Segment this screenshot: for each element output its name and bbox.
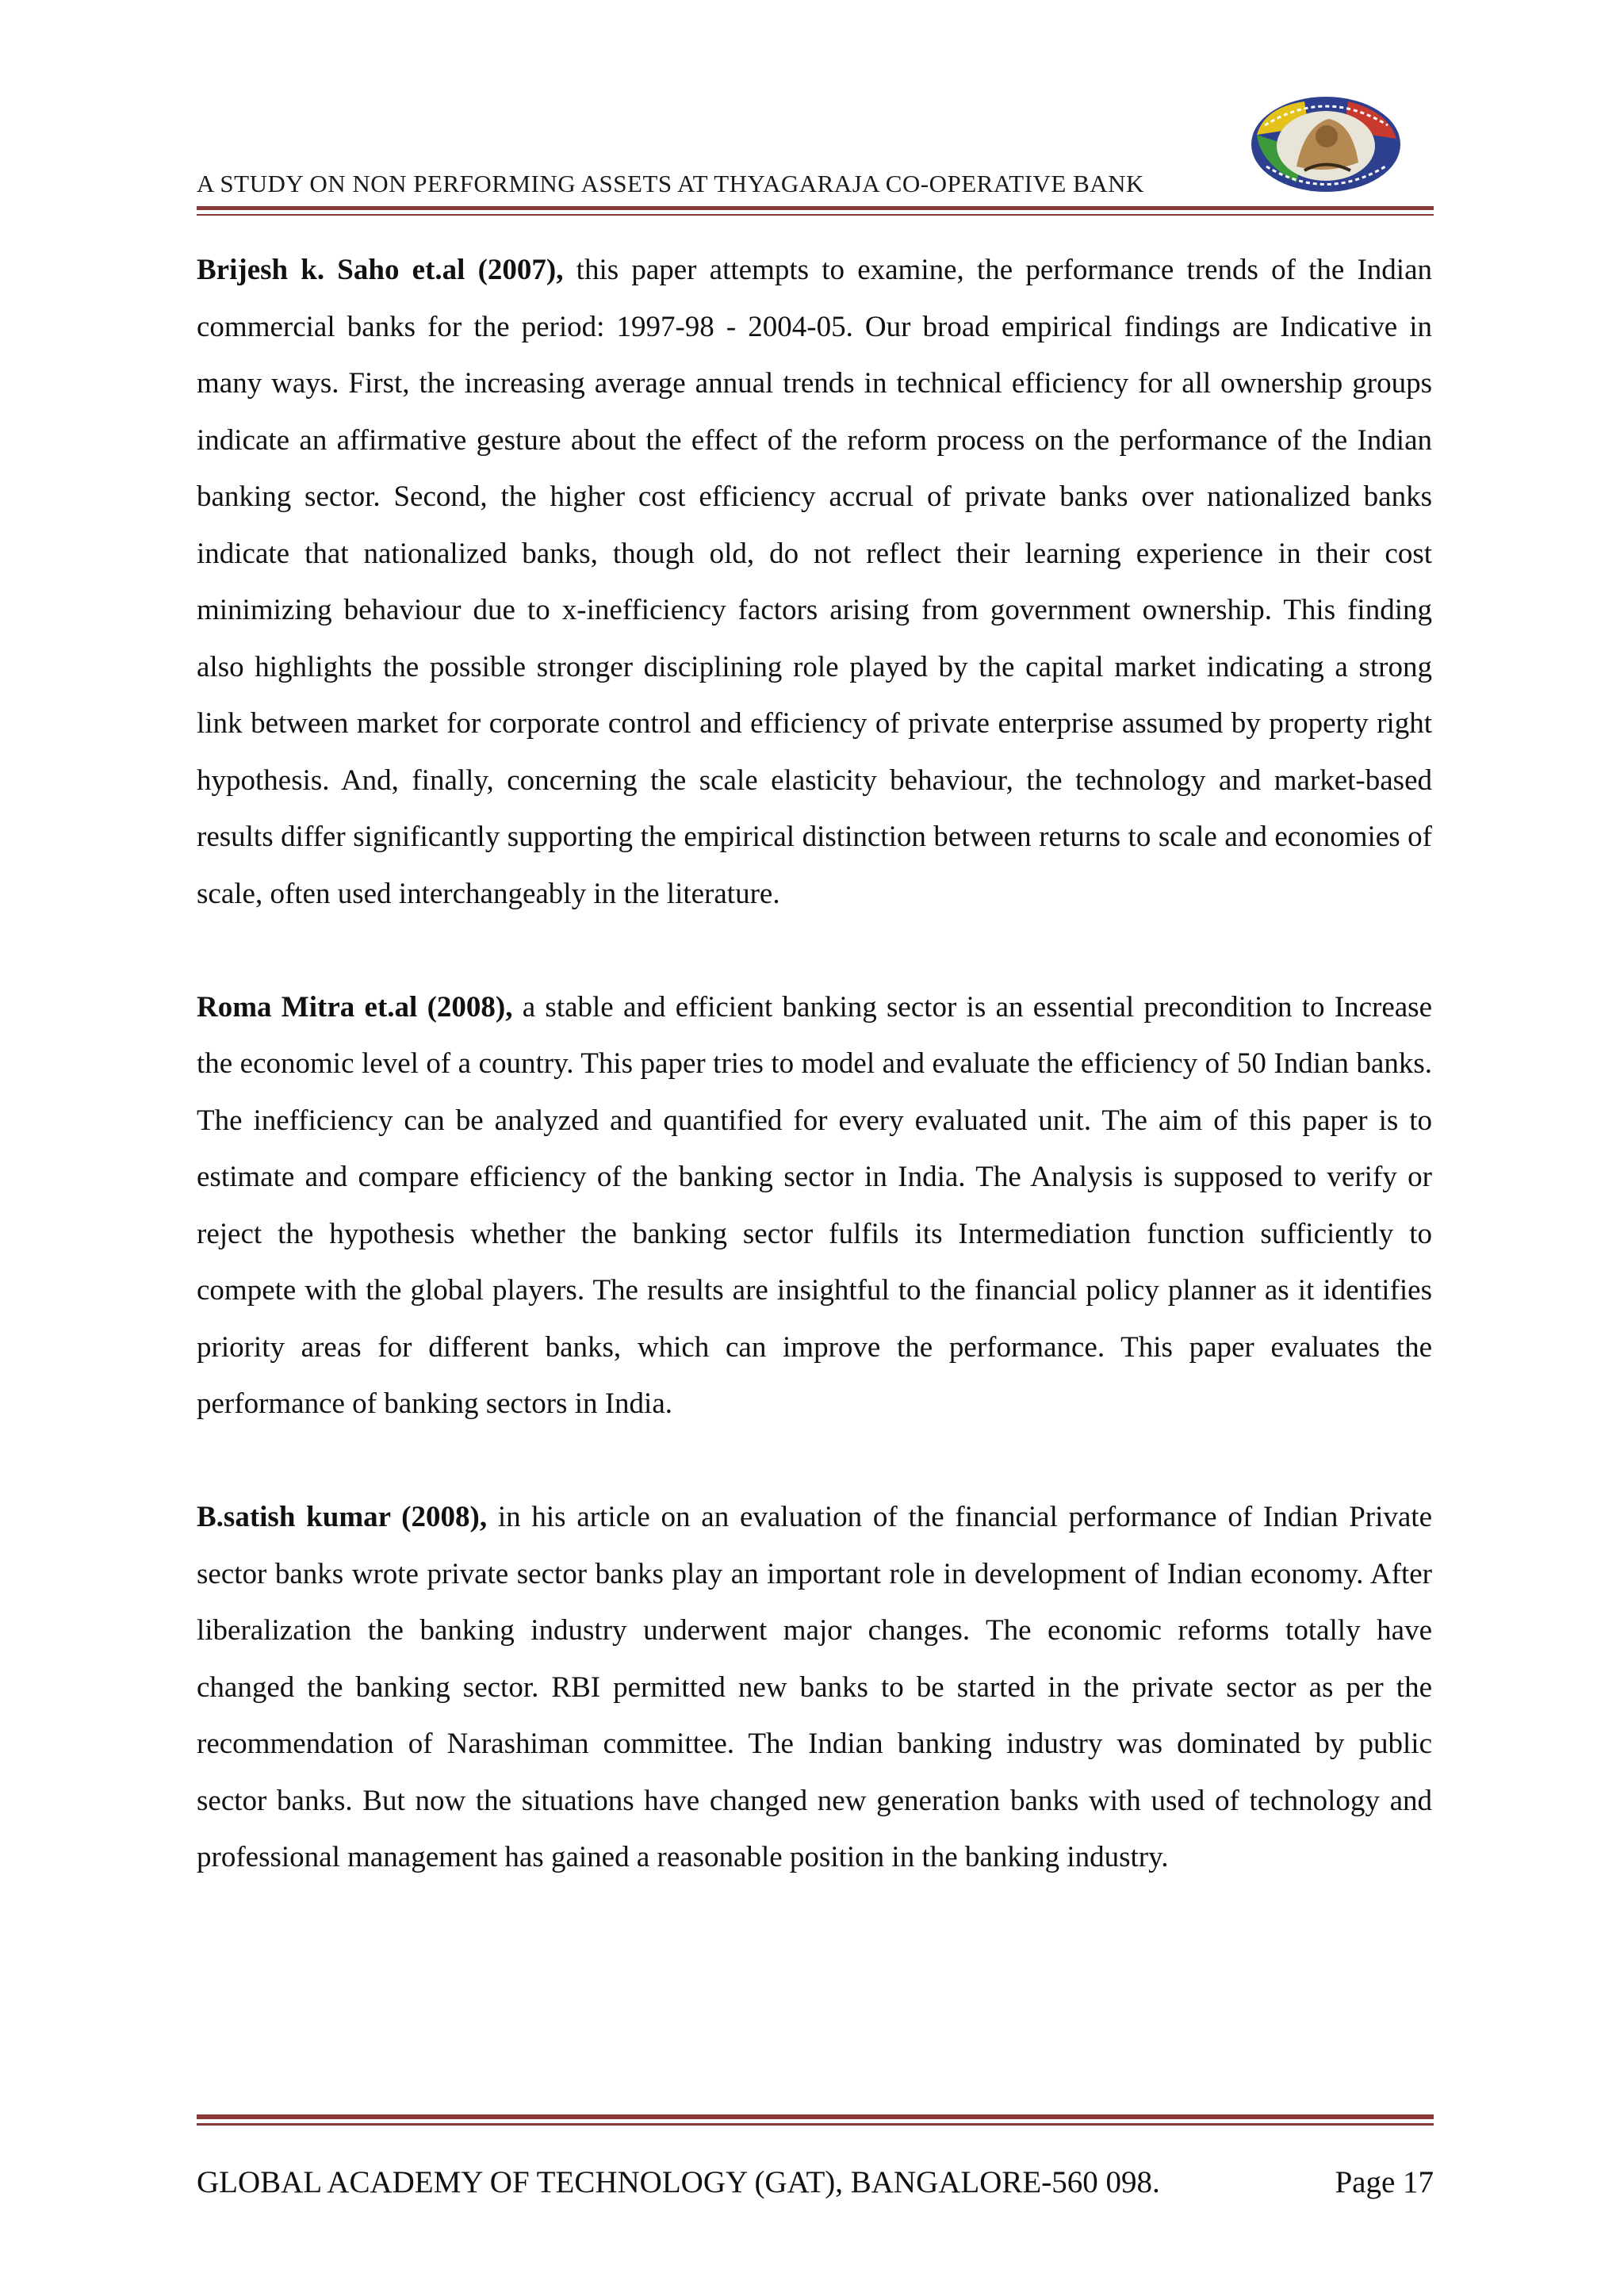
page-number: Page 17	[1335, 2165, 1434, 2199]
footer-rule	[197, 2114, 1434, 2126]
paragraph-author: B.satish kumar (2008),	[197, 1501, 488, 1533]
literature-paragraph	[197, 1489, 1432, 1886]
paragraph-text: this paper attempts to examine, the performance trends of the Indian commercial banks for the period: 1997-98 - 2004-05. Our broad empirical findings are Indicative in many ways. First, the increasing average annual trends in technical efficiency for all ownership groups indicate an affirmative gesture about the effect of the reform process on the performance of the Indian banking sector. Second, the higher cost efficiency accrual of private banks over nationalized banks indicate that nationalized banks, though old, do not reflect their learning experience in their cost minimizing behaviour due to x-inefficiency factors arising from government ownership. This finding also highlights the possible stronger disciplining role played by the capital market indicating a strong link between market for corporate control and efficiency of private enterprise assumed by property right hypothesis. And, finally, concerning the scale elasticity behaviour, the technology and market-based results differ significantly supporting the empirical distinction between returns to scale and economies of scale, often used interchangeably in the literature.	[197, 254, 1432, 910]
paragraph-author: Roma Mitra et.al (2008),	[197, 990, 513, 1024]
header-rule	[197, 206, 1434, 216]
footer-institution: GLOBAL ACADEMY OF TECHNOLOGY (GAT), BANGALORE-560 098.	[197, 2165, 1160, 2199]
paragraph-text: a stable and efficient banking sector is an essential precondition to Increase the economic level of a country. This paper tries to model and evaluate the efficiency of 50 Indian banks. The inefficiency can be analyzed and quantified for every evaluated unit. The aim of this paper is to estimate and compare efficiency of the banking sector in India. The Analysis is supposed to verify or reject the hypothesis whether the banking sector fulfils its Intermediation function sufficiently to compete with the global players. The results are insightful to the financial policy planner as it identifies priority areas for different banks, which can improve the performance. This paper evaluates the performance of banking sectors in India.	[197, 990, 1433, 1420]
paragraph-text: in his article on an evaluation of the financial performance of Indian Private sector banks wrote private sector banks play an important role in development of Indian economy. After liberalization the banking industry underwent major changes. The economic reforms totally have changed the banking sector. RBI permitted new banks to be started in the private sector as per the recommendation of Narashiman committee. The Indian banking industry was dominated by public sector banks. But now the situations have changed new generation banks with used of technology and professional management has gained a reasonable position in the banking industry.	[197, 1501, 1433, 1873]
page-header-title: A STUDY ON NON PERFORMING ASSETS AT THYAGARAJA CO-OPERATIVE BANK	[197, 170, 1144, 197]
bank-seal-icon	[1249, 95, 1404, 194]
literature-paragraph	[197, 979, 1432, 1433]
paragraph-author: Brijesh k. Saho et.al (2007),	[197, 254, 564, 286]
literature-paragraph	[197, 242, 1432, 922]
body-content	[197, 242, 1432, 1886]
